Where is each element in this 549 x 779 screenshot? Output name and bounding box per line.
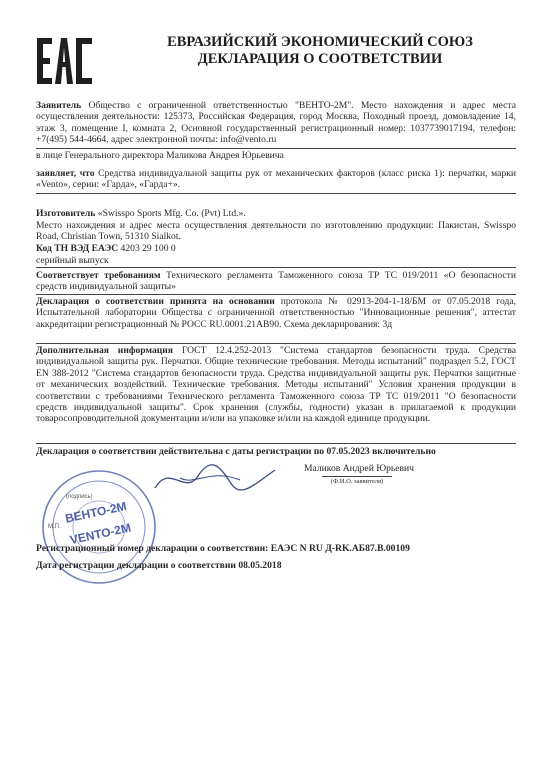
stamp-top-text: ВЕНТО-2М [63, 498, 128, 526]
applicant-section [36, 100, 516, 146]
divider [36, 267, 516, 268]
manufacturer-label: Изготовитель [36, 208, 96, 219]
document-header [120, 34, 520, 68]
registration-date-value: 08.05.2018 [238, 560, 282, 571]
registration-number-label: Регистрационный номер декларации о соответствии: [36, 543, 269, 554]
divider [36, 193, 516, 194]
divider [36, 294, 516, 295]
conforms-text: Технического регламента Таможенного союза ТР ТС 019/2011 «О безопасности средств индивидуальной защиты» [36, 270, 517, 293]
tnved-code-value: 4203 29 100 0 [120, 243, 176, 254]
divider [36, 148, 516, 149]
manufacturer-text: «Swisspo Sports Mfg. Co. (Pvt) Ltd.». [97, 208, 246, 219]
header-title: ДЕКЛАРАЦИЯ О СООТВЕТСТВИИ [197, 51, 443, 67]
additional-section [36, 345, 516, 425]
divider [36, 443, 516, 444]
additional-label: Дополнительная информация [36, 345, 173, 356]
basis-section [36, 296, 516, 330]
divider [36, 343, 516, 344]
validity-text: Декларация о соответствии действительна с даты регистрации по 07.05.2023 включительно [36, 446, 436, 457]
signature-ink [150, 458, 280, 498]
signer-name: Маликов Андрей Юрьевич [304, 463, 415, 474]
basis-text: протокола № 02913-204-1-18/БМ от 07.05.2018 года, Испытательной лаборатории Общества с ограниченной ответственностью "Инновационные решения", аттестат аккредитации регистрационный № РОСС RU.0001.21АВ90. Схема декларирования: 3д [36, 296, 516, 330]
manufacturer-address: Место нахождения и адрес места осуществления деятельности по изготовлению продукции: Пакистан, Swisspo Road, Christian Town, 51310 Sialkot. [36, 220, 516, 243]
declares-label: заявляет, что [36, 168, 95, 179]
registration-number-value: ЕАЭС N RU Д-RK.АБ87.В.00109 [270, 543, 410, 554]
basis-label: Декларация о соответствии принята на основании [36, 296, 275, 307]
registration-number [36, 543, 410, 554]
applicant-label: Заявитель [36, 100, 82, 111]
signer-caption: (Ф.И.О. заявителя) [322, 476, 392, 485]
conforms-label: Соответствует требованиям [36, 270, 161, 281]
declares-text: Средства индивидуальной защиты рук от механических факторов (класс риска 1): перчатки, марки «Vento», серии: «Гарда», «Гарда+». [36, 168, 516, 191]
conforms-section [36, 270, 516, 293]
manufacturer-section [36, 208, 516, 219]
additional-text: ГОСТ 12.4.252-2013 "Система стандартов безопасности труда. Средства индивидуальной защиты рук. Перчатки. Общие технические требования. Методы испытаний" подраздел 5.2, ГОСТ EN 388-2012 "Система стандартов безопасности труда. Средства индивидуальной защиты рук. Перчатки защитные от механических воздействий. Технические требования. Методы испытаний" Условия хранения продукции в соответствии с требованиями Технического регламента Таможенного союза ТР ТС 019/2011 "О безопасности средств индивидуальной защиты". Срок хранения (службы, годности) указан в прилагаемой к продукции товаросопроводительной документации и/или на упаковке и/или на каждой единице продукции. [36, 345, 516, 425]
tnved-code [36, 243, 516, 254]
applicant-person: в лице Генерального директора Маликова Андрея Юрьевича [36, 150, 284, 161]
registration-date-label: Дата регистрации декларации о соответствии [36, 560, 236, 571]
registration-date [36, 560, 281, 571]
tnved-code-label: Код ТН ВЭД ЕАЭС [36, 243, 119, 254]
applicant-text: Общество с ограниченной ответственностью "ВЕНТО-2М". Место нахождения и адрес места осуществления деятельности: 125373, Российская Федерация, город Москва, Походный проезд, домовладение 14, этаж 3, помещение I, комната 2, Основной государственный регистрационный номер: 1037739017194, телефон: +7(495) 544-4664, адрес электронной почты: info@vento.ru [36, 100, 516, 146]
header-union: ЕВРАЗИЙСКИЙ ЭКОНОМИЧЕСКИЙ СОЮЗ [167, 34, 473, 50]
stamp-signature-label: (подпись) [66, 494, 93, 500]
stamp-bottom-text: VENTO-2M [68, 520, 133, 548]
stamp-mp-label: М.П. [48, 524, 61, 530]
declares-section [36, 168, 516, 191]
eac-logo [36, 36, 94, 86]
release-type: серийный выпуск [36, 255, 109, 266]
